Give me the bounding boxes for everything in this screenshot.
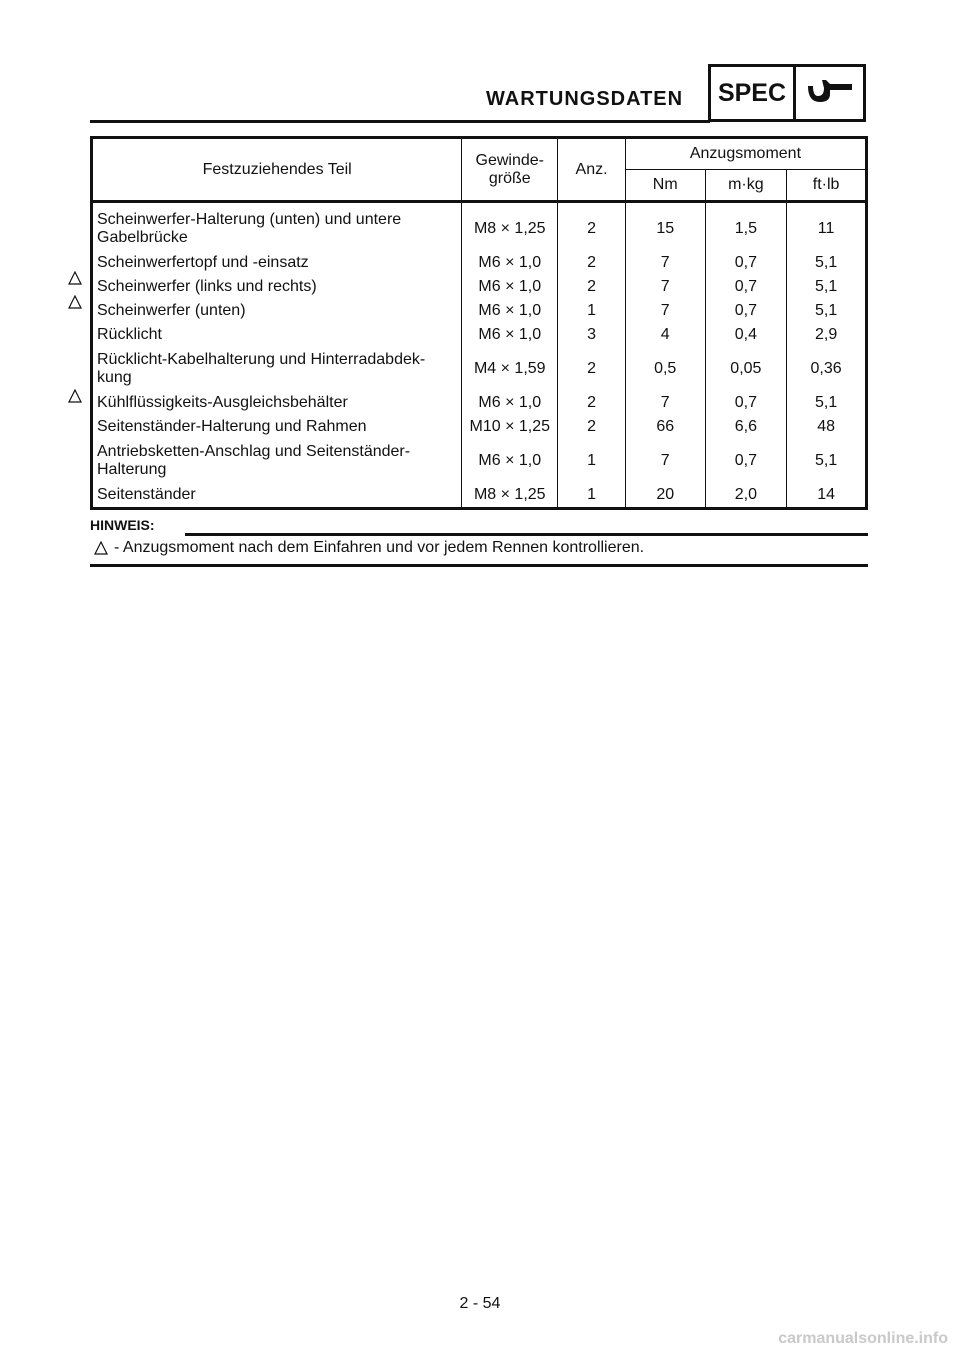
triangle-mark-icon [68,295,82,309]
table-row [92,202,867,252]
cell-thread: M6 × 1,0 [462,275,558,299]
cell-thread: M6 × 1,0 [462,323,558,347]
cell-thread: M6 × 1,0 [462,391,558,415]
page-title: WARTUNGSDATEN [486,88,684,110]
cell-mkg: 0,7 [705,299,787,323]
header-part: Festzuziehendes Teil [92,138,462,202]
table-row [92,299,867,323]
header-torque: Anzugsmoment [625,138,866,170]
spec-badge [708,64,866,122]
cell-part: Scheinwerfer (links und rechts) [92,275,462,299]
note-text: - Anzugsmoment nach dem Einfahren und vor jedem Rennen kontrollieren. [114,539,645,556]
cell-nm: 7 [625,391,705,415]
header-thread [462,138,558,202]
title-rule [90,120,710,123]
cell-nm: 15 [625,202,705,252]
table-row [92,483,867,509]
cell-thread: M6 × 1,0 [462,439,558,483]
cell-ftlb: 0,36 [787,347,867,391]
cell-thread: M10 × 1,25 [462,415,558,439]
note-rule [185,533,868,536]
cell-ftlb: 14 [787,483,867,509]
cell-ftlb: 5,1 [787,439,867,483]
triangle-mark-icon [68,271,82,285]
triangle-mark-icon [68,389,82,403]
cell-qty: 2 [558,415,626,439]
cell-mkg: 6,6 [705,415,787,439]
cell-thread: M6 × 1,0 [462,299,558,323]
cell-qty: 3 [558,323,626,347]
header-qty: Anz. [558,138,626,202]
note-rule [90,564,868,567]
cell-part: Seitenständer-Halterung und Rahmen [92,415,462,439]
cell-part: Kühlflüssigkeits-Ausgleichsbehälter [92,391,462,415]
torque-spec-table [90,136,868,510]
cell-nm: 0,5 [625,347,705,391]
cell-nm: 20 [625,483,705,509]
cell-mkg: 1,5 [705,202,787,252]
cell-qty: 2 [558,202,626,252]
cell-qty: 2 [558,275,626,299]
cell-ftlb: 5,1 [787,275,867,299]
cell-part: Scheinwerfertopf und -einsatz [92,251,462,275]
cell-mkg: 0,05 [705,347,787,391]
cell-qty: 2 [558,347,626,391]
cell-part: Rücklicht-Kabelhalterung und Hinterradabdek-kung [92,347,462,391]
cell-thread: M8 × 1,25 [462,202,558,252]
cell-part: Seitenständer [92,483,462,509]
header-nm: Nm [625,170,705,202]
note-label: HINWEIS: [90,517,155,533]
cell-part: Scheinwerfer-Halterung (unten) und untere Gabelbrücke [92,202,462,252]
triangle-mark-icon [94,541,108,555]
cell-ftlb: 2,9 [787,323,867,347]
cell-qty: 1 [558,299,626,323]
header-mkg: m·kg [705,170,787,202]
cell-nm: 7 [625,439,705,483]
table-row [92,439,867,483]
cell-ftlb: 5,1 [787,299,867,323]
note [94,539,644,557]
cell-nm: 7 [625,275,705,299]
spec-badge-label: SPEC [711,67,796,119]
cell-mkg: 0,7 [705,275,787,299]
table-row [92,323,867,347]
cell-thread: M8 × 1,25 [462,483,558,509]
cell-mkg: 0,7 [705,391,787,415]
cell-nm: 7 [625,251,705,275]
cell-nm: 66 [625,415,705,439]
cell-nm: 4 [625,323,705,347]
table-row [92,275,867,299]
cell-part: Rücklicht [92,323,462,347]
header-ftlb: ft·lb [787,170,867,202]
cell-qty: 2 [558,391,626,415]
cell-qty: 1 [558,483,626,509]
cell-thread: M6 × 1,0 [462,251,558,275]
header-thread-text: Gewinde- größe [475,151,544,187]
cell-ftlb: 5,1 [787,251,867,275]
table-row [92,251,867,275]
watermark: carmanualsonline.info [778,1330,948,1347]
cell-qty: 1 [558,439,626,483]
cell-mkg: 2,0 [705,483,787,509]
cell-nm: 7 [625,299,705,323]
table-row [92,415,867,439]
cell-part: Antriebsketten-Anschlag und Seitenständer-Halterung [92,439,462,483]
cell-mkg: 0,7 [705,439,787,483]
page-number: 2 - 54 [459,1295,501,1312]
cell-mkg: 0,7 [705,251,787,275]
wrench-icon [796,67,863,119]
table-row [92,391,867,415]
cell-ftlb: 5,1 [787,391,867,415]
cell-ftlb: 11 [787,202,867,252]
cell-mkg: 0,4 [705,323,787,347]
table-row [92,347,867,391]
cell-thread: M4 × 1,59 [462,347,558,391]
cell-qty: 2 [558,251,626,275]
cell-ftlb: 48 [787,415,867,439]
cell-part: Scheinwerfer (unten) [92,299,462,323]
